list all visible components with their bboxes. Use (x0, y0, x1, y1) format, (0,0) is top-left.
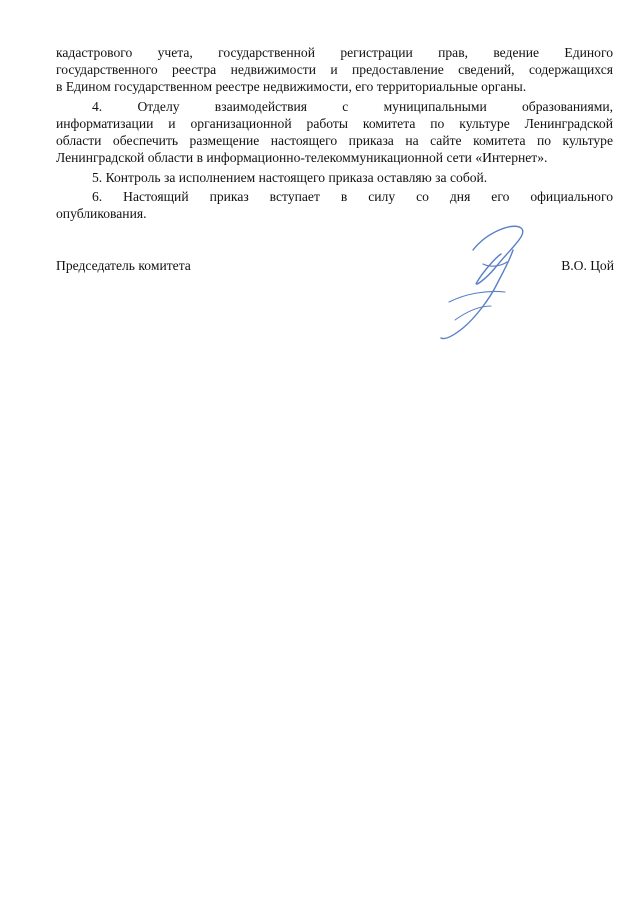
paragraph-line: Ленинградской области в информационно-телекоммуникационной сети «Интернет». (56, 150, 548, 165)
signatory-position: Председатель комитета (56, 258, 191, 273)
paragraph-line: кадастрового учета, государственной регистрации прав, ведение Единого (56, 45, 613, 60)
paragraph-line: 6. Настоящий приказ вступает в силу со дня его официального (92, 189, 613, 204)
paragraph-line: в Едином государственном реестре недвижимости, его территориальные органы. (56, 79, 527, 94)
paragraph-line: информатизации и организационной работы комитета по культуре Ленинградской (56, 116, 613, 131)
paragraph-line: области обеспечить размещение настоящего приказа на сайте комитета по культуре (56, 133, 613, 148)
paragraph-line: 4. Отделу взаимодействия с муниципальными образованиями, (92, 99, 613, 114)
paragraph-line: опубликования. (56, 206, 147, 221)
paragraph-line: государственного реестра недвижимости и предоставление сведений, содержащихся (56, 62, 613, 77)
handwritten-signature (425, 210, 540, 345)
paragraph-line: 5. Контроль за исполнением настоящего приказа оставляю за собой. (92, 170, 488, 185)
signatory-name: В.О. Цой (561, 258, 614, 273)
